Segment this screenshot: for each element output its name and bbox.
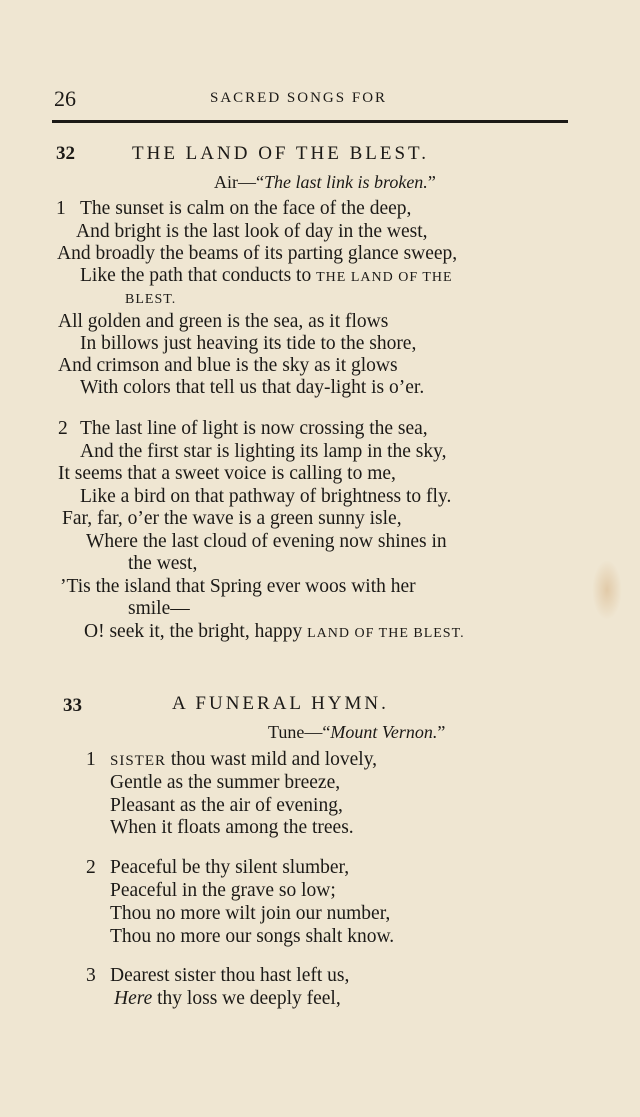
- air-close: ”: [427, 172, 436, 192]
- tune-close: ”: [437, 722, 446, 742]
- verse-line: And bright is the last look of day in the west,: [76, 221, 428, 242]
- verse-line: [84, 622, 465, 642]
- verse-line: The sunset is calm on the face of the deep,: [80, 198, 412, 219]
- verse-line: It seems that a sweet voice is calling to me,: [58, 463, 396, 484]
- paper-stain: [592, 560, 622, 620]
- verse-text: O! seek it, the bright, happy: [84, 621, 303, 642]
- verse-line: Where the last cloud of evening now shines in: [86, 531, 447, 552]
- verse-line: smile—: [128, 598, 190, 619]
- verse-line: Thou no more our songs shalt know.: [110, 926, 395, 947]
- small-caps-text: SISTER: [110, 753, 167, 769]
- page-number: 26: [54, 86, 76, 111]
- tune-name: Mount Vernon.: [330, 722, 438, 742]
- verse-line: ’Tis the island that Spring ever woos with her: [60, 576, 416, 597]
- verse-line: And the first star is lighting its lamp in the sky,: [80, 441, 447, 462]
- verse-line: All golden and green is the sea, as it flows: [58, 311, 389, 332]
- air-name: The last link is broken.: [263, 172, 428, 192]
- hymn-33-number: 33: [63, 695, 82, 716]
- italic-text: Here: [114, 988, 153, 1009]
- verse-number: 3: [86, 965, 96, 986]
- verse-line: The last line of light is now crossing the sea,: [80, 418, 428, 439]
- verse-number: 1: [86, 749, 96, 770]
- running-title: SACRED SONGS FOR: [210, 90, 388, 106]
- verse-line: In billows just heaving its tide to the shore,: [80, 333, 417, 354]
- verse-line: And crimson and blue is the sky as it glows: [58, 355, 398, 376]
- hymn-33-title: A FUNERAL HYMN.: [172, 693, 389, 714]
- verse-line: Pleasant as the air of evening,: [110, 795, 343, 816]
- verse-text: thy loss we deeply feel,: [157, 988, 341, 1009]
- verse-line: the west,: [128, 553, 198, 574]
- verse-line: When it floats among the trees.: [110, 817, 354, 838]
- verse-line: Peaceful in the grave so low;: [110, 880, 336, 901]
- header-rule: [52, 120, 568, 123]
- verse-line: Peaceful be thy silent slumber,: [110, 857, 350, 878]
- verse-line: Dearest sister thou hast left us,: [110, 965, 350, 986]
- verse-text: Like the path that conducts to: [80, 265, 312, 286]
- hymn-32-title: THE LAND OF THE BLEST.: [132, 143, 429, 164]
- verse-text: thou wast mild and lovely,: [170, 749, 378, 770]
- verse-line: Like a bird on that pathway of brightness to fly.: [80, 486, 452, 507]
- small-caps-text: THE LAND OF THE: [316, 270, 453, 285]
- verse-number: 2: [58, 418, 68, 439]
- hymn-32-air: [214, 172, 436, 193]
- tune-label: Tune—“: [268, 722, 331, 742]
- hymn-33-tune: [268, 722, 445, 743]
- verse-line: [114, 989, 341, 1009]
- verse-line: BLEST.: [125, 292, 177, 307]
- small-caps-text: LAND OF THE BLEST.: [307, 626, 465, 641]
- verse-number: 2: [86, 857, 96, 878]
- verse-line: And broadly the beams of its parting glance sweep,: [57, 243, 458, 264]
- verse-line: Gentle as the summer breeze,: [110, 772, 341, 793]
- air-label: Air—“: [214, 172, 264, 192]
- verse-line: With colors that tell us that day-light is o’er.: [80, 377, 425, 398]
- hymn-32-number: 32: [56, 143, 75, 164]
- verse-line: Far, far, o’er the wave is a green sunny isle,: [62, 508, 402, 529]
- verse-number: 1: [56, 198, 66, 219]
- verse-line: [80, 266, 453, 286]
- verse-line: Thou no more wilt join our number,: [110, 903, 391, 924]
- verse-line: [110, 750, 377, 770]
